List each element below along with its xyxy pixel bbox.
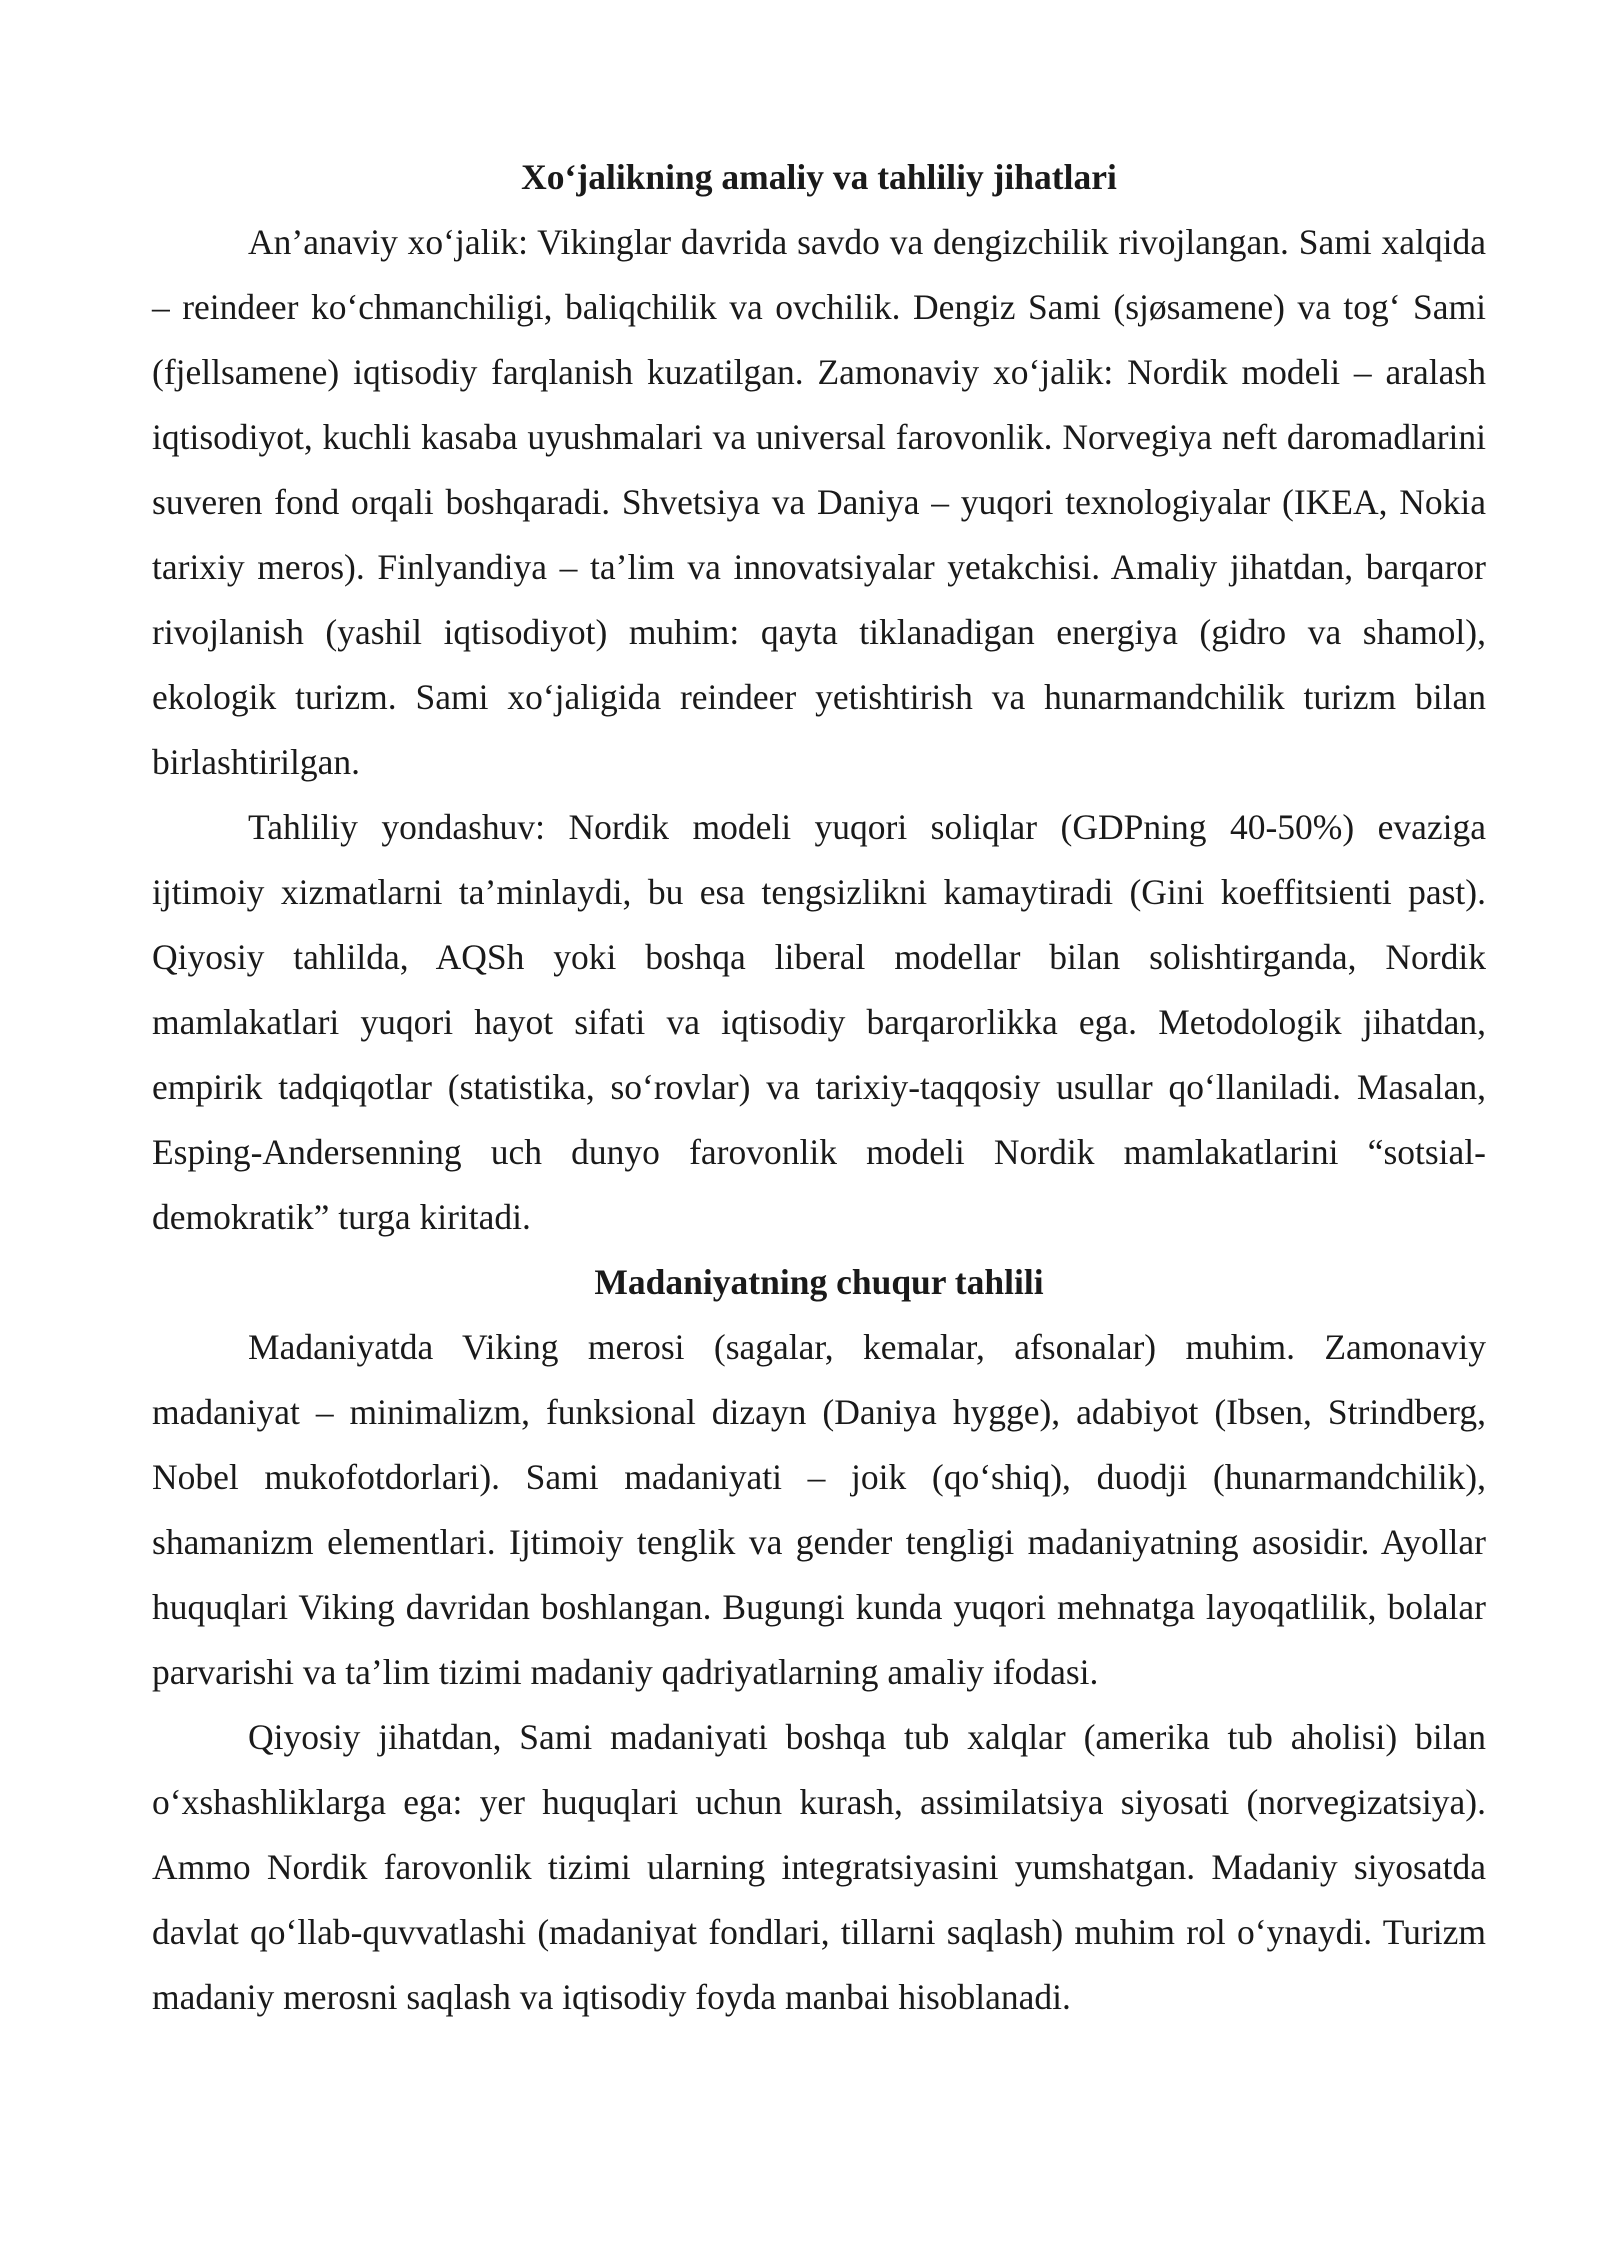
section-title-economy: Xo‘jalikning amaliy va tahliliy jihatlari: [521, 157, 1117, 197]
paragraph-analytical-approach: Tahliliy yondashuv: Nordik modeli yuqori soliqlar (GDPning 40-50%) evaziga ijtimoiy xizmatlarni ta’minlaydi, bu esa tengsizlikni kamaytiradi (Gini koeffitsienti past). Qiyosiy tahlilda, AQSh yoki boshqa liberal modellar bilan solishtirganda, Nordik mamlakatlari yuqori hayot sifati va iqtisodiy barqarorlikka ega. Metodologik jihatdan, empirik tadqiqotlar (statistika, so‘rovlar) va tarixiy-taqqosiy usullar qo‘llaniladi. Masalan, Esping-Andersenning uch dunyo farovonlik modeli Nordik mamlakatlarini “sotsial-demokratik” turga kiritadi.: [152, 807, 1486, 1237]
document-page: [152, 145, 1486, 2030]
paragraph-comparative-culture: Qiyosiy jihatdan, Sami madaniyati boshqa tub xalqlar (amerika tub aholisi) bilan o‘xshashliklarga ega: yer huquqlari uchun kurash, assimilatsiya siyosati (norvegizatsiya). Ammo Nordik farovonlik tizimi ularning integratsiyasini yumshatgan. Madaniy siyosatda davlat qo‘llab-quvvatlashi (madaniyat fondlari, tillarni saqlash) muhim rol o‘ynaydi. Turizm madaniy merosni saqlash va iqtisodiy foyda manbai hisoblanadi.: [152, 1717, 1486, 2017]
paragraph-traditional-economy: An’anaviy xo‘jalik: Vikinglar davrida savdo va dengizchilik rivojlangan. Sami xalqida – reindeer ko‘chmanchiligi, baliqchilik va ovchilik. Dengiz Sami (sjøsamene) va tog‘ Sami (fjellsamene) iqtisodiy farqlanish kuzatilgan. Zamonaviy xo‘jalik: Nordik modeli – aralash iqtisodiyot, kuchli kasaba uyushmalari va universal farovonlik. Norvegiya neft daromadlarini suveren fond orqali boshqaradi. Shvetsiya va Daniya – yuqori texnologiyalar (IKEA, Nokia tarixiy meros). Finlyandiya – ta’lim va innovatsiyalar yetakchisi. Amaliy jihatdan, barqaror rivojlanish (yashil iqtisodiyot) muhim: qayta tiklanadigan energiya (gidro va shamol), ekologik turizm. Sami xo‘jaligida reindeer yetishtirish va hunarmandchilik turizm bilan birlashtirilgan.: [152, 222, 1486, 782]
paragraph-culture-heritage: Madaniyatda Viking merosi (sagalar, kemalar, afsonalar) muhim. Zamonaviy madaniyat – minimalizm, funksional dizayn (Daniya hygge), adabiyot (Ibsen, Strindberg, Nobel mukofotdorlari). Sami madaniyati – joik (qo‘shiq), duodji (hunarmandchilik), shamanizm elementlari. Ijtimoiy tenglik va gender tengligi madaniyatning asosidir. Ayollar huquqlari Viking davridan boshlangan. Bugungi kunda yuqori mehnatga layoqatlilik, bolalar parvarishi va ta’lim tizimi madaniy qadriyatlarning amaliy ifodasi.: [152, 1327, 1486, 1692]
section-title-culture: Madaniyatning chuqur tahlili: [594, 1262, 1044, 1302]
